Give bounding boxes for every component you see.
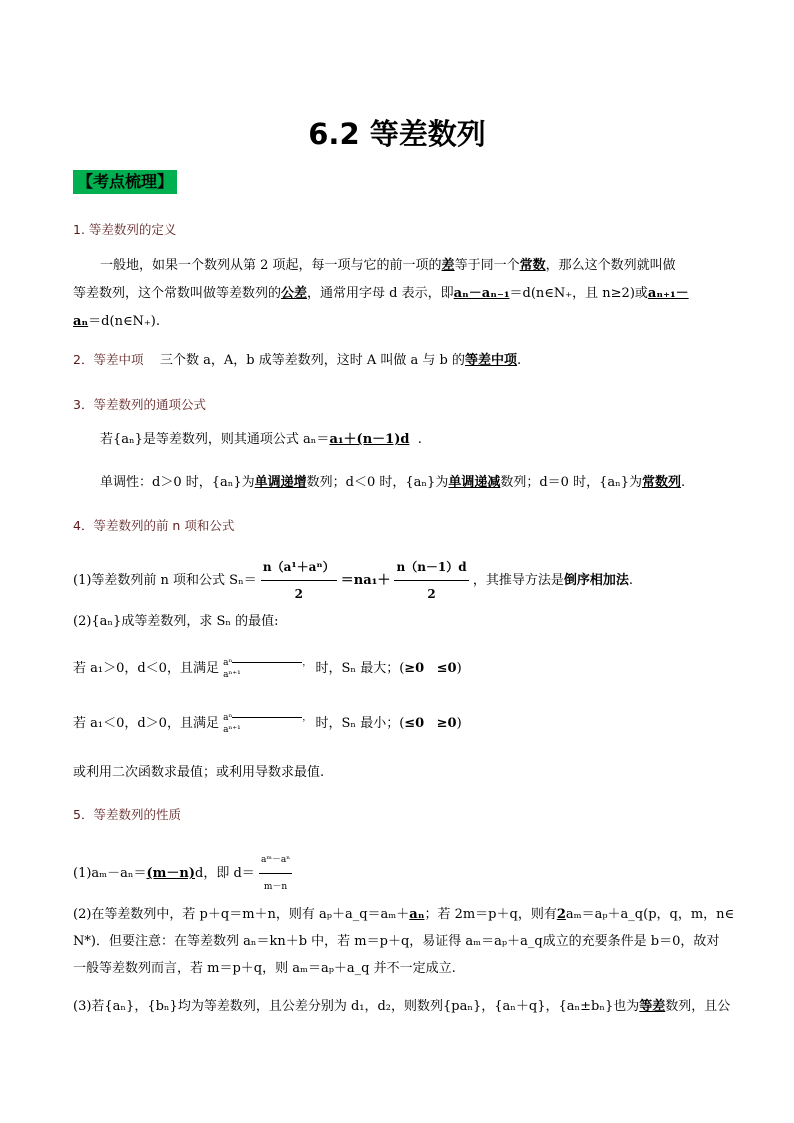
s5-line-1: (1)aₘ－aₙ＝(m－n)d，即 d＝ $\frac{\text{aᵐ－aⁿ}}{m-n}$ bbox=[73, 847, 292, 900]
s5-line-3: N*)．但要注意：在等差数列 aₙ＝kn＋b 中，若 m＝p＋q，易证得 aₘ＝aₚ＋a_q成立的充要条件是 b＝0，故对 bbox=[73, 934, 720, 949]
s1-line-2: 等差数列，这个常数叫做等差数列的公差，通常用字母 d 表示，即aₙ－aₙ₋₁＝d(n∈N₊，且 n≥2)或aₙ₊₁－ bbox=[73, 286, 689, 301]
s5-line-4: 一般等差数列而言，若 m＝p＋q，则 aₘ＝aₚ＋a_q 并不一定成立. bbox=[73, 961, 456, 976]
s2-line: 2．等差中项 三个数 a，A，b 成等差数列，这时 A 叫做 a 与 b 的等差中项. bbox=[73, 352, 522, 368]
sum-formula-fraction-1: $\frac{\text{n（a¹＋aⁿ）}}{2}$ bbox=[261, 554, 337, 607]
d-fraction: $\frac{\text{aᵐ－aⁿ}}{m-n}$ bbox=[259, 847, 292, 900]
s3-line-2: 单调性：d＞0 时，{aₙ}为单调递增数列；d＜0 时，{aₙ}为单调递减数列；d＝0 时，{aₙ}为常数列. bbox=[100, 475, 686, 490]
sum-formula-fraction-2: $\frac{n(n-1)d}{2}$ bbox=[394, 554, 468, 607]
s3-line-1: 若{aₙ}是等差数列，则其通项公式 aₙ＝a₁＋(n－1)d . bbox=[100, 432, 422, 447]
s4-line-2: (2){aₙ}成等差数列，求 Sₙ 的最值: bbox=[73, 614, 279, 629]
section-4-heading: 4．等差数列的前 n 项和公式 bbox=[73, 518, 235, 533]
page-title: 6.2 等差数列 bbox=[308, 117, 486, 151]
s4-formula-line: (1)等差数列前 n 项和公式 Sₙ＝ $\frac{\text{n（a¹＋aⁿ）}}{2}$ ＝na₁＋ $\frac{n(n-1)d}{2}$ ，其推导方法是倒序相加法. bbox=[73, 554, 633, 607]
s1-line-3: aₙ＝d(n∈N₊). bbox=[73, 314, 161, 329]
s4-min-line: 若 a₁＜0，d＞0，且满足 aⁿ ， aⁿ⁺¹ 时，Sₙ 最小；(≤0 ≥0) bbox=[73, 712, 462, 735]
s1-line-1: 一般地，如果一个数列从第 2 项起，每一项与它的前一项的差等于同一个常数，那么这个数列就叫做 bbox=[100, 258, 676, 273]
s5-line-5: (3)若{aₙ}，{bₙ}均为等差数列，且公差分别为 d₁，d₂，则数列{paₙ}，{aₙ＋q}，{aₙ±bₙ}也为等差数列，且公 bbox=[73, 999, 731, 1014]
section-3-heading: 3．等差数列的通项公式 bbox=[73, 397, 206, 412]
s4-line-5: 或利用二次函数求最值；或利用导数求最值. bbox=[73, 765, 325, 780]
section-5-heading: 5．等差数列的性质 bbox=[73, 807, 181, 822]
s4-max-line: 若 a₁＞0，d＜0，且满足 aⁿ ， aⁿ⁺¹ 时，Sₙ 最大；(≥0 ≤0) bbox=[73, 657, 462, 680]
section-tag: 【考点梳理】 bbox=[73, 170, 177, 194]
section-1-heading: 1. 等差数列的定义 bbox=[73, 222, 177, 237]
s5-line-2: (2)在等差数列中，若 p＋q＝m＋n，则有 aₚ＋a_q＝aₘ＋aₙ；若 2m＝p＋q，则有2aₘ＝aₚ＋a_q(p，q，m，n∈ bbox=[73, 907, 735, 922]
